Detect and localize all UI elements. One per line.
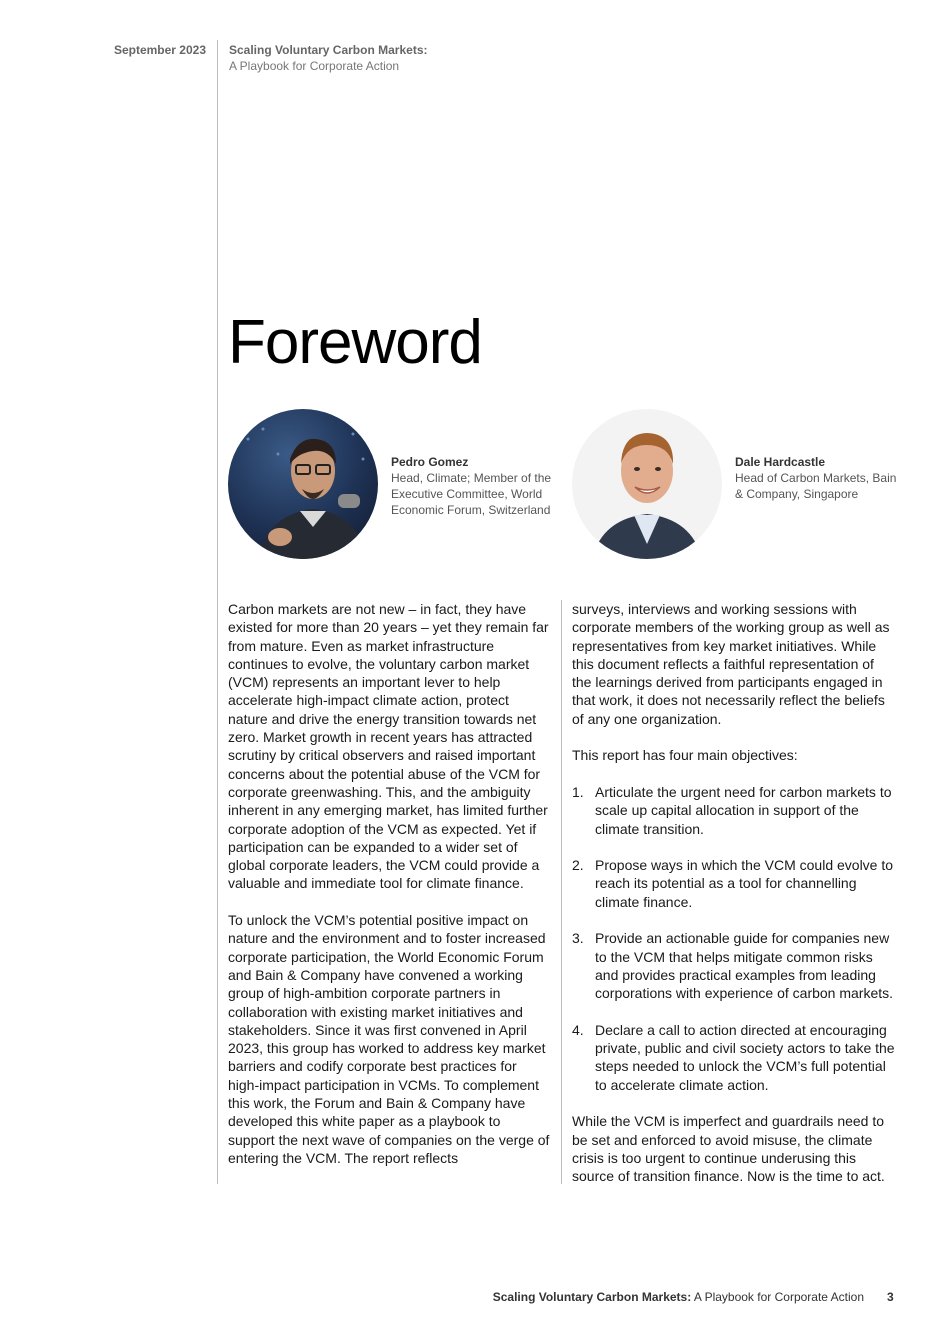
list-item xyxy=(572,1021,896,1094)
list-item xyxy=(572,783,896,838)
paragraph: To unlock the VCM’s potential positive impact on nature and the environment and to foster increased corporate participation, the World Economic Forum and Bain & Company have convened a working group of high-ambition corporate partners in collaboration with existing market initiatives and stakeholders. Since it was first convened in April 2023, this group has worked to address key market barriers and codify corporate best practices for high-impact participation in VCMs. To complement this work, the Forum and Bain & Company have developed this white paper as a playbook to support the next wave of companies on the verge of entering the VCM. The report reflects xyxy=(228,912,550,1166)
author-name: Dale Hardcastle xyxy=(735,455,826,469)
author-caption-2 xyxy=(735,454,900,502)
list-number: 1. xyxy=(572,783,584,800)
page-title: Foreword xyxy=(228,308,482,377)
list-text: Declare a call to action directed at encouraging private, public and civil society actors to take the steps needed to unlock the VCM’s full potential to accelerate climate action. xyxy=(595,1021,895,1093)
paragraph: While the VCM is imperfect and guardrails need to be set and enforced to avoid misuse, the climate crisis is too urgent to continue underusing this source of transition finance. Now is the time to act. xyxy=(572,1113,885,1185)
list-item xyxy=(572,929,896,1002)
paragraph: This report has four main objectives: xyxy=(572,747,798,764)
author-role: Head of Carbon Markets, Bain & Company, Singapore xyxy=(735,471,897,501)
body-column-left xyxy=(228,600,550,1186)
header-date: September 2023 xyxy=(113,43,206,57)
list-text: Propose ways in which the VCM could evolve to reach its potential as a tool for channelling climate finance. xyxy=(595,857,894,910)
list-item xyxy=(572,856,896,911)
author-caption-1 xyxy=(391,454,556,518)
header-title: Scaling Voluntary Carbon Markets: xyxy=(229,43,428,57)
margin-rule xyxy=(217,40,218,1184)
author-role: Head, Climate; Member of the Executive Committee, World Economic Forum, Switzerland xyxy=(391,471,552,517)
list-number: 4. xyxy=(572,1021,584,1038)
paragraph: surveys, interviews and working sessions with corporate members of the working group as well as representatives from key market initiatives. While this document reflects a faithful representation of the learnings derived from participants engaged in that work, it does not necessarily reflect the beliefs of any one organization. xyxy=(572,601,890,727)
list-text: Articulate the urgent need for carbon markets to scale up capital allocation in support of the climate transition. xyxy=(595,783,892,837)
author-photo-pedro-gomez xyxy=(228,409,378,559)
column-divider xyxy=(561,600,562,1184)
objectives-list xyxy=(572,783,896,1094)
footer-title-rest: A Playbook for Corporate Action xyxy=(691,1290,864,1304)
list-number: 2. xyxy=(572,857,584,874)
list-text: Provide an actionable guide for companies new to the VCM that helps mitigate common risks and provides practical examples from leading corporations with experience of carbon markets. xyxy=(595,930,894,1002)
footer-title xyxy=(493,1290,864,1304)
author-photo-dale-hardcastle xyxy=(572,409,722,559)
body-column-right xyxy=(572,600,896,1204)
footer-title-bold: Scaling Voluntary Carbon Markets: xyxy=(492,1290,692,1304)
page-number: 3 xyxy=(887,1290,894,1304)
author-name: Pedro Gomez xyxy=(391,455,469,469)
header-subtitle: A Playbook for Corporate Action xyxy=(229,59,400,73)
paragraph: Carbon markets are not new – in fact, they have existed for more than 20 years – yet they remain far from mature. Even as market infrastructure continues to evolve, the voluntary carbon market (VCM) represents an important lever to help accelerate high-impact climate action, protect nature and drive the energy transition towards net zero. Market growth in recent years has attracted scrutiny by critical observers and raised important concerns about the potential abuse of the VCM for corporate greenwashing. This, and the ambiguity inherent in any emerging market, has limited further corporate adoption of the VCM as expected. Yet if participation can be expanded to a wider set of global corporate leaders, the VCM could provide a valuable and immediate tool for climate finance. xyxy=(228,601,549,892)
list-number: 3. xyxy=(572,930,584,947)
